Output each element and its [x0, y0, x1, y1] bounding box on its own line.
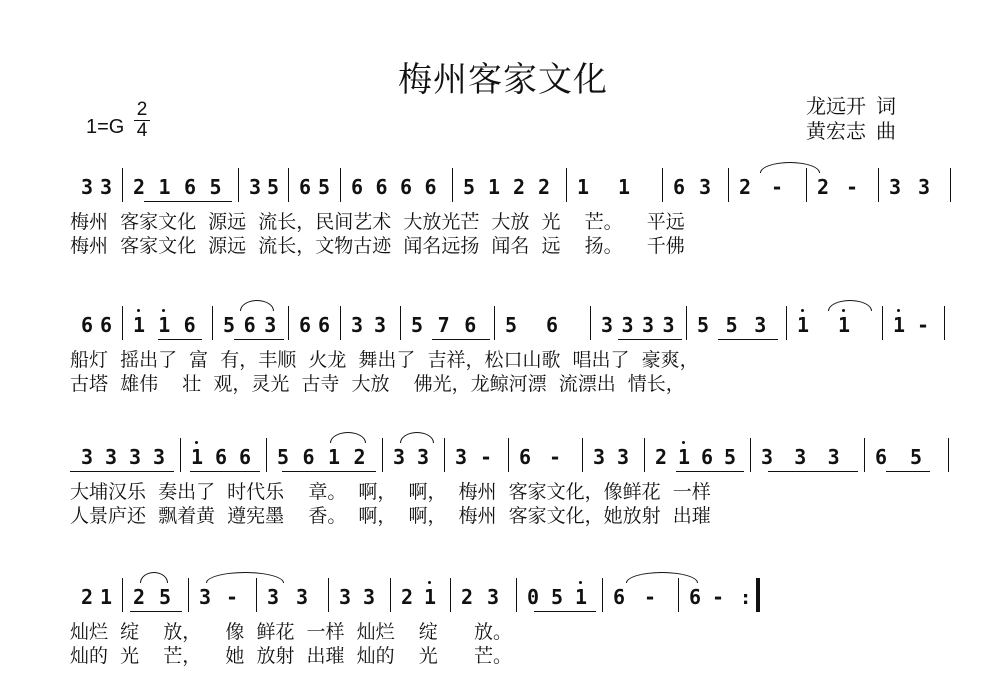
note: 1 [158, 313, 171, 337]
note: 3 [373, 313, 387, 337]
barline [390, 578, 391, 612]
note: 2 [738, 175, 752, 199]
beam-underline [158, 339, 202, 340]
note: 2 [654, 445, 668, 469]
note: 5 [909, 445, 923, 469]
beam-underline [282, 471, 376, 472]
barline [256, 578, 257, 612]
note: 6 [874, 445, 888, 469]
barline [566, 168, 567, 202]
note: 3 [350, 313, 364, 337]
note: 3 [266, 585, 280, 609]
barline [288, 168, 289, 202]
barline [188, 578, 189, 612]
note: - [643, 585, 657, 609]
note: 3 [416, 445, 430, 469]
note: 3 [917, 175, 931, 199]
time-signature-bottom: 4 [136, 120, 148, 141]
note: 2 [816, 175, 830, 199]
note: - [479, 445, 493, 469]
note: 3 [198, 585, 212, 609]
note: 6 [317, 313, 331, 337]
tie-arc [400, 432, 434, 443]
note: 6 [238, 445, 252, 469]
note: 3 [662, 313, 675, 337]
note: 6 [464, 313, 477, 337]
barline [400, 306, 401, 340]
barline [948, 438, 949, 472]
barline [882, 306, 883, 340]
note: 5 [723, 445, 737, 469]
note: - [916, 313, 930, 337]
note: 1 [677, 445, 691, 469]
notation-line [70, 176, 950, 206]
note: 3 [827, 445, 840, 469]
beam-underline [130, 611, 182, 612]
note: - [845, 175, 859, 199]
note: 6 [80, 313, 94, 337]
beam-underline [534, 611, 596, 612]
barline [266, 438, 267, 472]
note: 6 [302, 445, 315, 469]
final-barline [756, 578, 760, 612]
tie-arc [330, 432, 366, 443]
note: 6 [350, 175, 364, 199]
lyrics-verse-1: 梅州 客家文化 源远 流长，民间艺术 大放光芒 大放 光 芒。 平远 [70, 211, 685, 233]
note: 1 [487, 175, 501, 199]
lyrics-verse-2: 梅州 客家文化 源远 流长，文物古迹 闻名远扬 闻名 远 扬。 千佛 [70, 235, 685, 257]
note: 3 [248, 175, 262, 199]
note: 3 [392, 445, 406, 469]
note: 6 [545, 313, 559, 337]
note: 6 [688, 585, 702, 609]
note: 5 [550, 585, 564, 609]
note: 1 [132, 313, 146, 337]
barline [686, 306, 687, 340]
beam-underline [886, 471, 930, 472]
note: 3 [888, 175, 902, 199]
key-signature: 1=G [86, 116, 125, 138]
barline [728, 168, 729, 202]
tie-arc [240, 300, 274, 311]
note: 6 [672, 175, 686, 199]
note: 3 [99, 175, 113, 199]
lyricist-role: 词 [876, 94, 896, 118]
barline [382, 438, 383, 472]
note: 2 [537, 175, 551, 199]
lyricist-credit [806, 94, 896, 119]
note: 3 [264, 313, 277, 337]
note: 5 [266, 175, 280, 199]
note: 2 [460, 585, 474, 609]
note: 6 [399, 175, 413, 199]
note: 1 [892, 313, 906, 337]
composer-credit [806, 119, 896, 144]
note: 3 [152, 445, 166, 469]
barline [590, 306, 591, 340]
beam-underline [70, 471, 174, 472]
beam-underline [144, 201, 232, 202]
barline [644, 438, 645, 472]
note: 1 [576, 175, 590, 199]
note: 1 [423, 585, 437, 609]
barline [444, 438, 445, 472]
note: - [225, 585, 239, 609]
note: 3 [486, 585, 500, 609]
repeat-sign: : [742, 588, 750, 609]
note: 2 [132, 175, 146, 199]
notation-line [70, 446, 950, 476]
lyrics-verse-1: 船灯 摇出了 富 有，丰顺 火龙 舞出了 吉祥，松口山歌 唱出了 豪爽， [70, 349, 699, 371]
note: 5 [209, 175, 222, 199]
note: - [548, 445, 562, 469]
barline [288, 306, 289, 340]
note: 5 [504, 313, 518, 337]
barline [678, 578, 679, 612]
barline [328, 578, 329, 612]
barline [944, 306, 945, 340]
note: 2 [353, 445, 366, 469]
time-signature [134, 100, 150, 141]
note: 2 [80, 585, 94, 609]
song-title: 梅州客家文化 [398, 60, 608, 100]
note: 5 [317, 175, 331, 199]
note: 3 [80, 445, 94, 469]
barline [238, 168, 239, 202]
beam-underline [676, 471, 744, 472]
note: 6 [298, 175, 312, 199]
note: 3 [600, 313, 614, 337]
note: 6 [700, 445, 714, 469]
barline [212, 306, 213, 340]
lyrics-verse-1: 灿烂 绽 放， 像 鲜花 一样 灿烂 绽 放。 [70, 621, 513, 643]
tie-arc [760, 162, 820, 173]
note: 6 [214, 445, 228, 469]
lyrics-verse-1: 大埔汉乐 奏出了 时代乐 章。 啊， 啊， 梅州 客家文化，像鲜花 一样 [70, 481, 711, 503]
barline [602, 578, 603, 612]
barline [750, 438, 751, 472]
barline [878, 168, 879, 202]
note: 5 [725, 313, 738, 337]
composer-name: 黄宏志 [806, 119, 866, 143]
barline [864, 438, 865, 472]
note: - [770, 175, 784, 199]
lyricist-name: 龙远开 [806, 94, 866, 118]
note: 6 [424, 175, 437, 199]
note: 5 [696, 313, 710, 337]
note: 3 [698, 175, 712, 199]
barline [582, 438, 583, 472]
note: 6 [375, 175, 388, 199]
credits [806, 94, 896, 144]
tie-arc [626, 572, 698, 583]
note: 1 [796, 313, 810, 337]
note: 1 [190, 445, 204, 469]
note: 6 [183, 313, 196, 337]
beam-underline [618, 339, 682, 340]
note: 5 [222, 313, 236, 337]
note: 1 [99, 585, 113, 609]
barline [340, 168, 341, 202]
barline [122, 578, 123, 612]
note: 1 [574, 585, 588, 609]
note: 6 [518, 445, 532, 469]
note: 3 [621, 313, 634, 337]
beam-underline [718, 339, 778, 340]
beam-underline [234, 339, 284, 340]
note: 3 [295, 585, 309, 609]
note: 3 [592, 445, 606, 469]
barline [786, 306, 787, 340]
barline [122, 168, 123, 202]
note: 2 [132, 585, 146, 609]
note: 3 [338, 585, 352, 609]
note: 0 [526, 585, 540, 609]
beam-underline [768, 471, 858, 472]
barline [662, 168, 663, 202]
note: 3 [616, 445, 630, 469]
barline [950, 168, 951, 202]
note: 6 [99, 313, 113, 337]
note: 5 [410, 313, 424, 337]
beam-underline [190, 471, 260, 472]
barline [806, 168, 807, 202]
note: - [711, 585, 725, 609]
note: 5 [462, 175, 476, 199]
note: 3 [641, 313, 655, 337]
note: 1 [158, 175, 171, 199]
note: 3 [760, 445, 774, 469]
note: 6 [612, 585, 626, 609]
notation-line [70, 586, 950, 616]
note: 3 [104, 445, 118, 469]
note: 1 [617, 175, 631, 199]
barline [494, 306, 495, 340]
note: 6 [243, 313, 256, 337]
barline [122, 306, 123, 340]
lyrics-verse-2: 灿的 光 芒， 她 放射 出璀 灿的 光 芒。 [70, 645, 513, 667]
lyrics-verse-2: 人景庐还 飘着黄 遵宪墨 香。 啊， 啊， 梅州 客家文化，她放射 出璀 [70, 505, 711, 527]
note: 3 [362, 585, 376, 609]
notation-line [70, 314, 950, 344]
note: 3 [754, 313, 767, 337]
tie-arc [828, 300, 872, 311]
note: 7 [437, 313, 450, 337]
tie-arc [206, 572, 284, 583]
barline [452, 168, 453, 202]
tie-arc [140, 572, 168, 583]
time-signature-top: 2 [136, 99, 148, 120]
note: 2 [512, 175, 526, 199]
note: 2 [400, 585, 414, 609]
note: 3 [794, 445, 807, 469]
barline [450, 578, 451, 612]
barline [340, 306, 341, 340]
note: 1 [327, 445, 341, 469]
note: 3 [80, 175, 94, 199]
note: 5 [158, 585, 172, 609]
note: 6 [183, 175, 197, 199]
lyrics-verse-2: 古塔 雄伟 壮 观，灵光 古寺 大放 佛光，龙鲸河漂 流漂出 情长， [70, 373, 685, 395]
barline [508, 438, 509, 472]
note: 5 [276, 445, 290, 469]
barline [516, 578, 517, 612]
note: 3 [128, 445, 142, 469]
note: 3 [454, 445, 468, 469]
note: 6 [298, 313, 312, 337]
composer-role: 曲 [876, 119, 896, 143]
note: 1 [837, 313, 851, 337]
barline [180, 438, 181, 472]
beam-underline [432, 339, 490, 340]
